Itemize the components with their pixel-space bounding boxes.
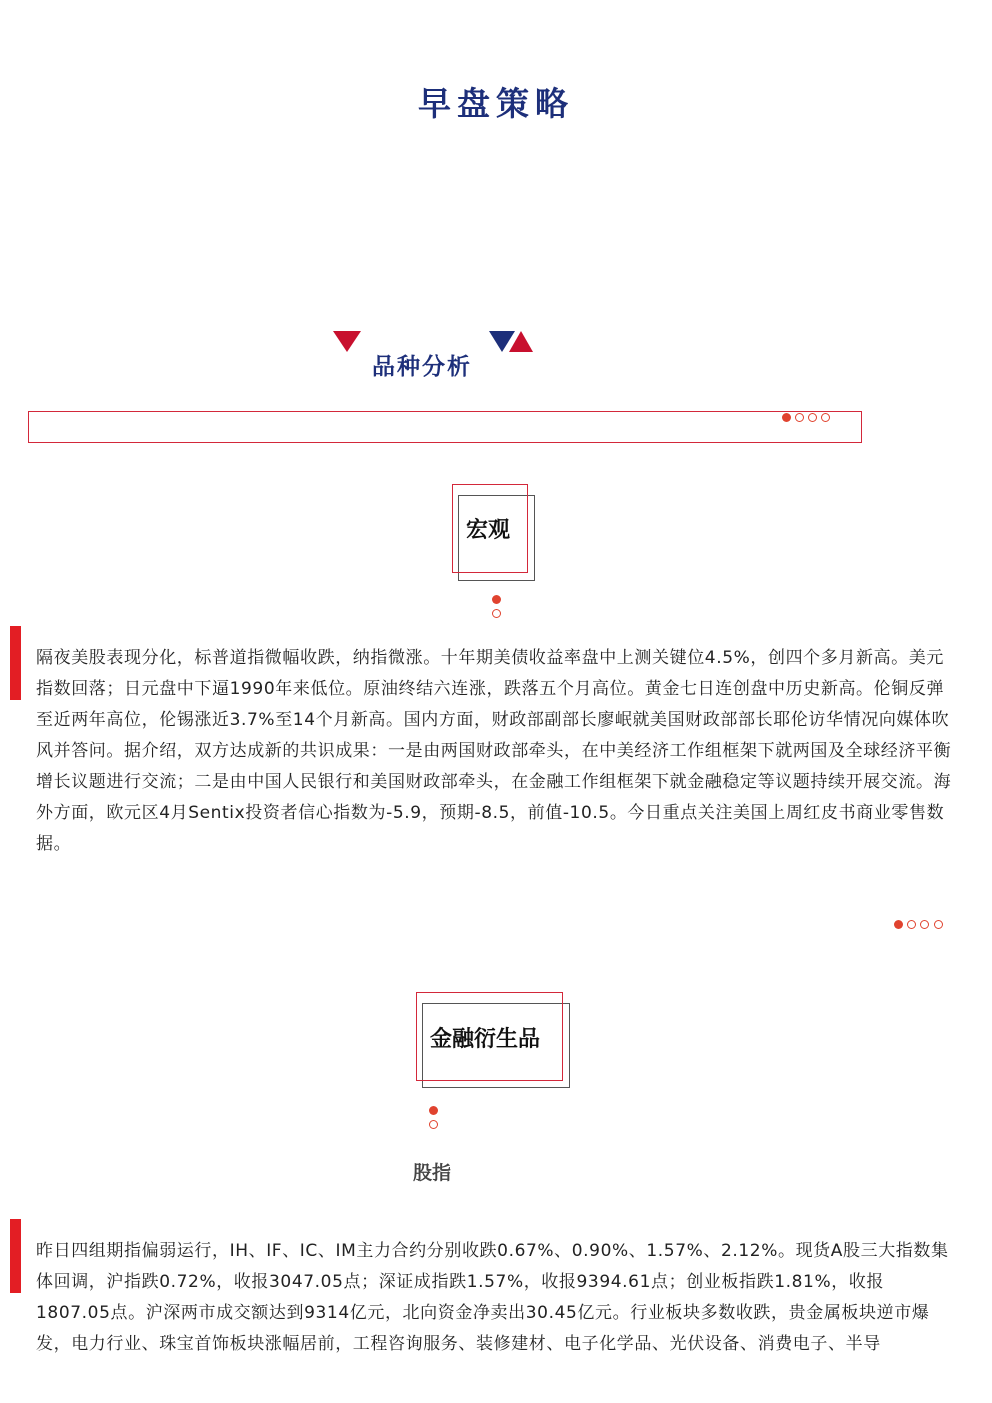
red-triangle-icon (333, 330, 363, 354)
section-title: 品种分析 (372, 354, 472, 380)
accent-bar (10, 626, 21, 700)
accent-bar (10, 1219, 21, 1293)
page-title: 早盘策略 (418, 84, 574, 123)
derivatives-paragraph: 昨日四组期指偏弱运行，IH、IF、IC、IM主力合约分别收跌0.67%、0.90%、1.57%、2.12%。现货A股三大指数集体回调，沪指跌0.72%，收报3047.05点；深证成指跌1.57%，收报9394.61点；创业板指跌1.81%，收报1807.05点。沪深两市成交额达到9314亿元，北向资金净卖出30.45亿元。行业板块多数收跌，贵金属板块逆市爆发，电力行业、珠宝首饰板块涨幅居前，工程咨询服务、装修建材、电子化学品、光伏设备、消费电子、半导 (36, 1241, 949, 1354)
dot-icon (492, 595, 501, 604)
navy-red-triangles-icon (489, 330, 535, 354)
dot-icon (429, 1120, 438, 1129)
dot-icon (492, 609, 501, 618)
macro-paragraph: 隔夜美股表现分化，标普道指微幅收跌，纳指微涨。十年期美债收益率盘中上测关键位4.5%，创四个多月新高。美元指数回落；日元盘中下逼1990年来低位。原油终结六连涨，跌落五个月高位。黄金七日连创盘中历史新高。伦铜反弹至近两年高位，伦锡涨近3.7%至14个月新高。国内方面，财政部副部长廖岷就美国财政部部长耶伦访华情况向媒体吹风并答问。据介绍，双方达成新的共识成果：一是由两国财政部牵头，在中美经济工作组框架下就两国及全球经济平衡增长议题进行交流；二是由中国人民银行和美国财政部牵头，在金融工作组框架下就金融稳定等议题持续开展交流。海外方面，欧元区4月Sentix投资者信心指数为-5.9，预期-8.5，前值-10.5。今日重点关注美国上周红皮书商业零售数据。 (36, 648, 952, 854)
macro-label: 宏观 (466, 518, 511, 543)
derivatives-label: 金融衍生品 (430, 1027, 541, 1052)
dot-icon (429, 1106, 438, 1115)
subheading-stock-index: 股指 (413, 1162, 452, 1184)
section-banner (28, 411, 862, 443)
